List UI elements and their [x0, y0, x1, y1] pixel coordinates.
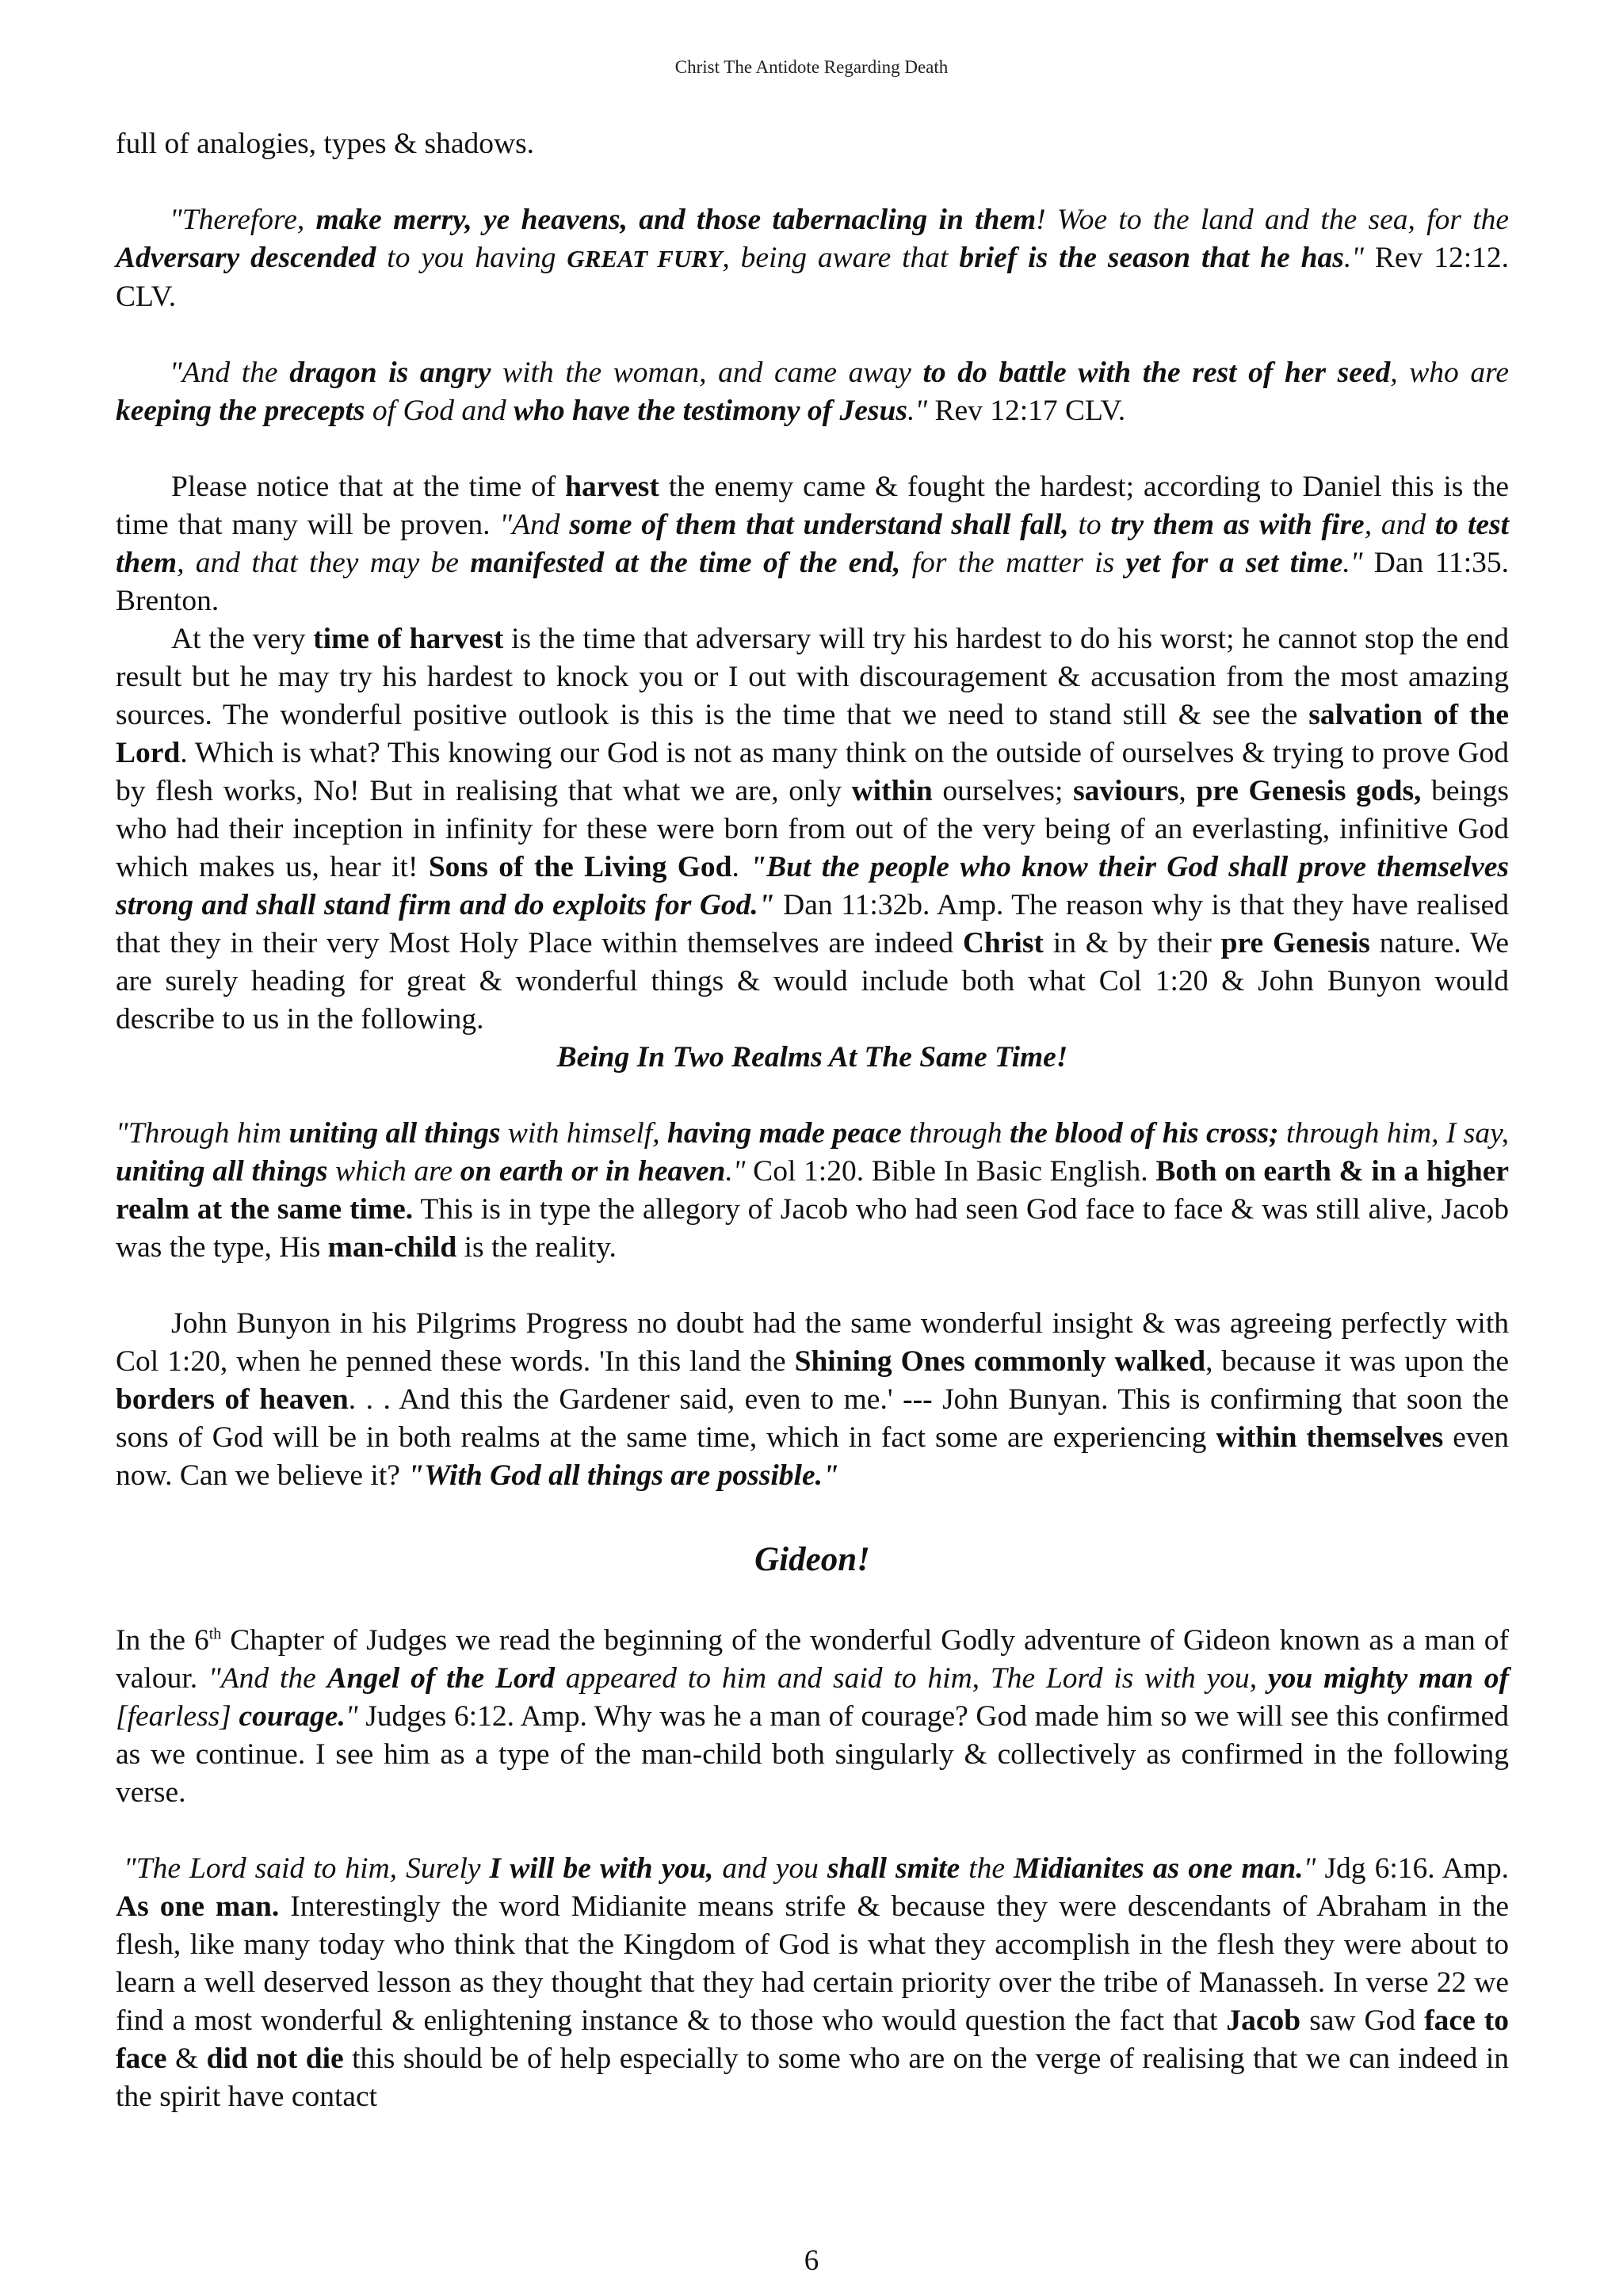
page-number: 6 — [804, 2245, 819, 2277]
paragraph-time-of-harvest: At the very time of harvest is the time that adversary will try his hardest to do his worst; he cannot stop the end result but he may try his hardest to knock you or I out with discouragement & accusation from the most amazing sources. The wonderful positive outlook is this is the time that we need to stand still & see the salvation of the Lord. Which is what? This knowing our God is not as many think on the outside of ourselves & trying to prove God by flesh works, No! But in realising that what we are, only within ourselves; saviours, pre Genesis gods, beings who had their inception in infinity for these were born from out of the very being of an everlasting, infinitive God which makes us, hear it! Sons of the Living God. "But the people who know their God shall prove themselves strong and shall stand firm and do exploits for God." Dan 11:32b. Amp. The reason why is that they have realised that they in their very Most Holy Place within themselves are indeed Christ in & by their pre Genesis nature. We are surely heading for great & wonderful things & would include both what Col 1:20 & John Bunyon would describe to us in the following. — [116, 623, 1510, 1035]
document-body — [116, 125, 1509, 2116]
quote-rev-12-17: "And the dragon is angry with the woman, and came away to do battle with the rest of her seed, who are keeping the precepts of God and who have the testimony of Jesus." Rev 12:17 CLV. — [116, 357, 1510, 427]
paragraph-intro: full of analogies, types & shadows. — [116, 128, 535, 160]
quote-col-1-20: "Through him uniting all things with himself, having made peace through the blood of his cross; through him, I say, uniting all things which are on earth or in heaven." Col 1:20. Bible In Basic English. Both on earth & in a higher realm at the same time. This is in type the allegory of Jacob who had seen God face to face & was still alive, Jacob was the type, His man-child is the reality. — [116, 1117, 1510, 1264]
section-heading: Gideon! — [754, 1541, 870, 1578]
paragraph-gideon: In the 6th Chapter of Judges we read the beginning of the wonderful Godly adventure of Gideon known as a man of valour. "And the Angel of the Lord appeared to him and said to him, The Lord is with you, you mighty man of [fearless] courage." Judges 6:12. Amp. Why was he a man of courage? God made him so we will see this confirmed as we continue. I see him as a type of the man-child both singularly & collectively as confirmed in the following verse. — [116, 1624, 1510, 1809]
paragraph-midianites: "The Lord said to him, Surely I will be with you, and you shall smite the Midianites as one man." Jdg 6:16. Amp. As one man. Interestingly the word Midianite means strife & because they were descendants of Abraham in the flesh, like many today who think that the Kingdom of God is what they accomplish in the flesh they were about to learn a well deserved lesson as they thought that they had certain priority over the tribe of Manasseh. In verse 22 we find a most wonderful & enlightening instance & to those who would question the fact that Jacob saw God face to face & did not die this should be of help especially to some who are on the verge of realising that we can indeed in the spirit have contact — [116, 1852, 1509, 2113]
quote-rev-12-12: "Therefore, make merry, ye heavens, and those tabernacling in them! Woe to the land and the sea, for the Adversary descended to you having GREAT FURY, being aware that brief is the season that he has." Rev 12:12. CLV. — [116, 204, 1510, 313]
running-header: Christ The Antidote Regarding Death — [674, 57, 949, 77]
paragraph-harvest: Please notice that at the time of harvest the enemy came & fought the hardest; according to Daniel this is the time that many will be proven. "And some of them that understand shall fall, to try them as with fire, and to test them, and that they may be manifested at the time of the end, for the matter is yet for a set time." Dan 11:35. Brenton. — [116, 471, 1510, 617]
sub-heading: Being In Two Realms At The Same Time! — [556, 1041, 1068, 1074]
paragraph-bunyon: John Bunyon in his Pilgrims Progress no doubt had the same wonderful insight & was agreeing perfectly with Col 1:20, when he penned these words. 'In this land the Shining Ones commonly walked, because it was upon the borders of heaven. . . And this the Gardener said, even to me.' --- John Bunyan. This is confirming that soon the sons of God will be in both realms at the same time, which in fact some are experiencing within themselves even now. Can we believe it? "With God all things are possible." — [116, 1307, 1510, 1492]
